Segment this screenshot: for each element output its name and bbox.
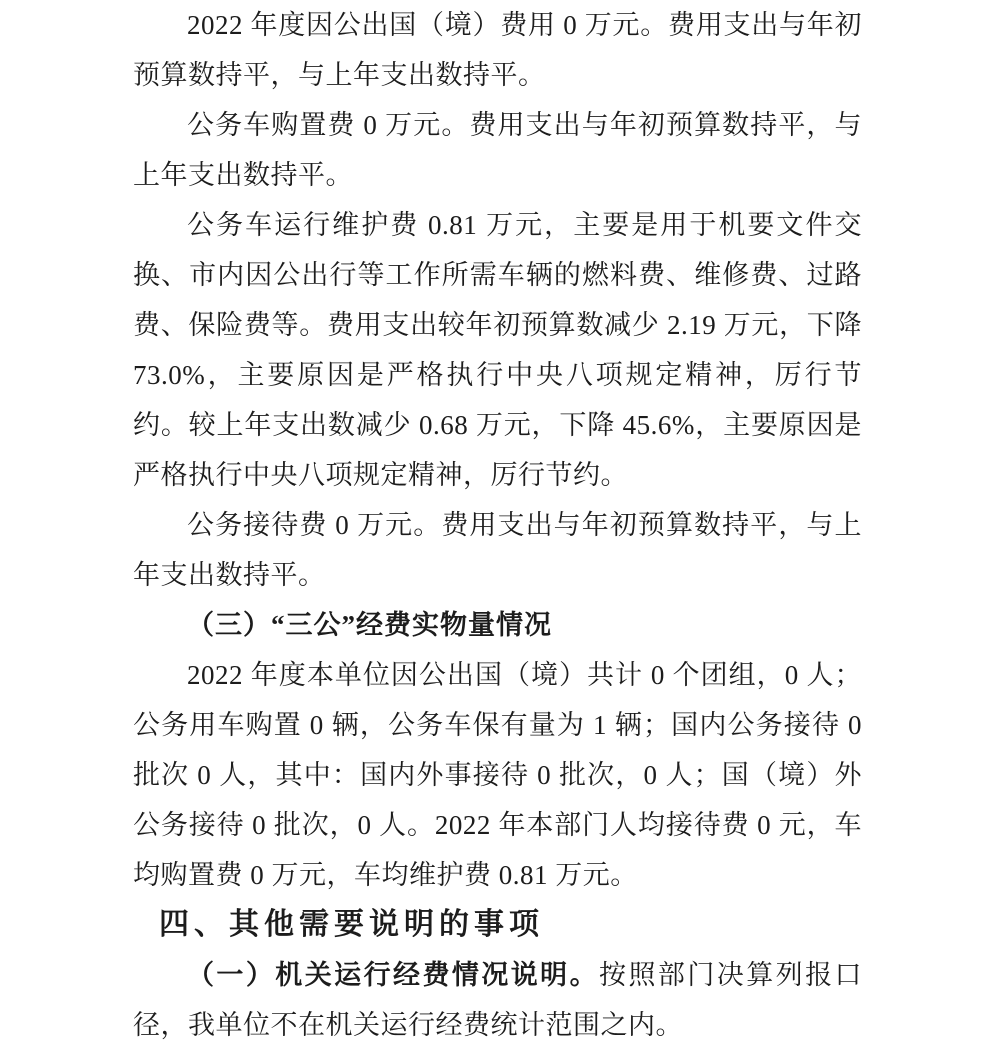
paragraph-vehicle-purchase-expense: 公务车购置费 0 万元。费用支出与年初预算数持平，与上年支出数持平。	[133, 110, 862, 190]
paragraph-vehicle-maintenance-expense: 公务车运行维护费 0.81 万元，主要是用于机要文件交换、市内因公出行等工作所需车辆的燃料费、维修费、过路费、保险费等。费用支出较年初预算数减少 2.19 万元，下降 73.0%，主要原因是严格执行中央八项规定精神，厉行节约。较上年支出数减少 0.68 万元，下降 45.6%，主要原因是严格执行中央八项规定精神，厉行节约。	[133, 210, 862, 490]
agency-operating-funds-lead: （一）机关运行经费情况说明。	[187, 960, 600, 990]
paragraph-agency-operating-funds	[133, 950, 862, 1050]
paragraph-physical-quantity-details: 2022 年度本单位因公出国（境）共计 0 个团组，0 人；公务用车购置 0 辆，公务车保有量为 1 辆；国内公务接待 0 批次 0 人，其中：国内外事接待 0 批次，0 人；国（境）外公务接待 0 批次，0 人。2022 年本部门人均接待费 0 元，车均购置费 0 万元，车均维护费 0.81 万元。	[133, 660, 862, 890]
heading-other-matters: 四、其他需要说明的事项	[159, 908, 544, 941]
paragraph-outbound-travel-expense: 2022 年度因公出国（境）费用 0 万元。费用支出与年初预算数持平，与上年支出数持平。	[133, 10, 862, 90]
heading-three-public-expenses-physical-quantity: （三）“三公”经费实物量情况	[187, 610, 552, 640]
paragraph-official-reception-expense: 公务接待费 0 万元。费用支出与年初预算数持平，与上年支出数持平。	[133, 510, 862, 590]
agency-operating-funds-rest: 按照部门决算列报口径，我单位不在机关运行经费统计范围之内。	[133, 960, 863, 1040]
